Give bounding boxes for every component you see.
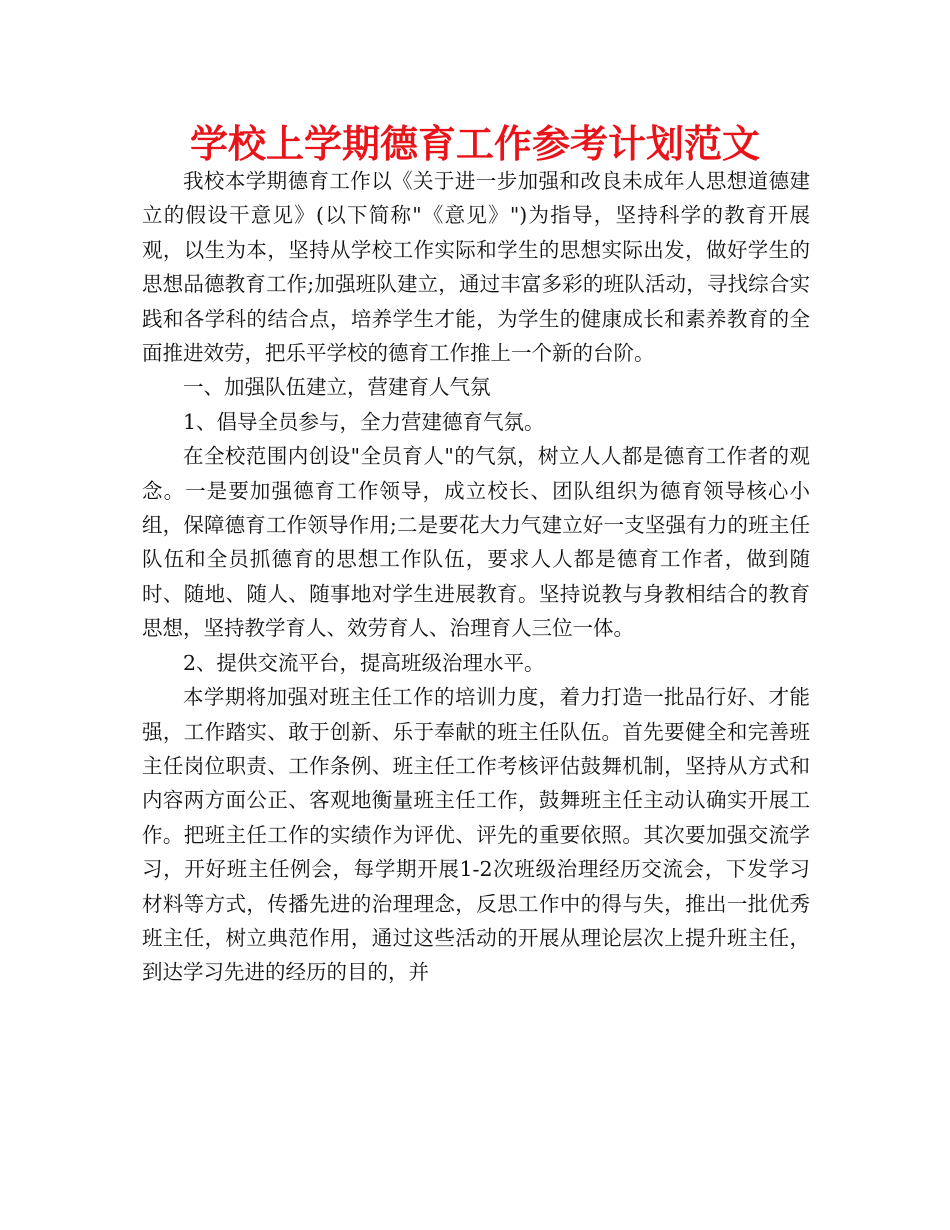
section-heading-1: 一、加强队伍建立，营建育人气氛 [183,375,491,400]
paragraph-staff-involvement: 在全校范围内创设"全员育人"的气氛，树立人人都是德育工作者的观念。一是要加强德育工作领导，成立校长、团队组织为德育领导核心小组，保障德育工作领导作用;二是要花大力气建立好一支坚强有力的班主任队伍和全员抓德育的思想工作队伍，要求人人都是德育工作者，做到随时、随地、随人、随事地对学生进展教育。坚持说教与身教相结合的教育思想，坚持教学育人、效劳育人、治理育人三位一体。 [142,444,810,641]
document-body [142,164,810,990]
subsection-heading-1: 1、倡导全员参与，全力营建德育气氛。 [183,409,545,434]
document-title: 学校上学期德育工作参考计划范文 [189,122,760,166]
subsection-heading-2: 2、提供交流平台，提高班级治理水平。 [183,650,545,675]
paragraph-class-management: 本学期将加强对班主任工作的培训力度，着力打造一批品行好、才能强，工作踏实、敢于创新、乐于奉献的班主任队伍。首先要健全和完善班主任岗位职责、工作条例、班主任工作考核评估鼓舞机制，坚持从方式和内容两方面公正、客观地衡量班主任工作，鼓舞班主任主动认确实开展工作。把班主任工作的实绩作为评优、评先的重要依照。其次要加强交流学习，开好班主任例会，每学期开展1-2次班级治理经历交流会，下发学习材料等方式，传播先进的治理理念，反思工作中的得与失，推出一批优秀班主任，树立典范作用，通过这些活动的开展从理论层次上提升班主任，到达学习先进的经历的目的，并 [142,685,810,985]
paragraph-intro: 我校本学期德育工作以《关于进一步加强和改良未成年人思想道德建立的假设干意见》(以下简称"《意见》")为指导，坚持科学的教育开展观，以生为本，坚持从学校工作实际和学生的思想实际出发，做好学生的思想品德教育工作;加强班队建立，通过丰富多彩的班队活动，寻找综合实践和各学科的结合点，培养学生才能，为学生的健康成长和素养教育的全面推进效劳，把乐平学校的德育工作推上一个新的台阶。 [142,169,810,366]
